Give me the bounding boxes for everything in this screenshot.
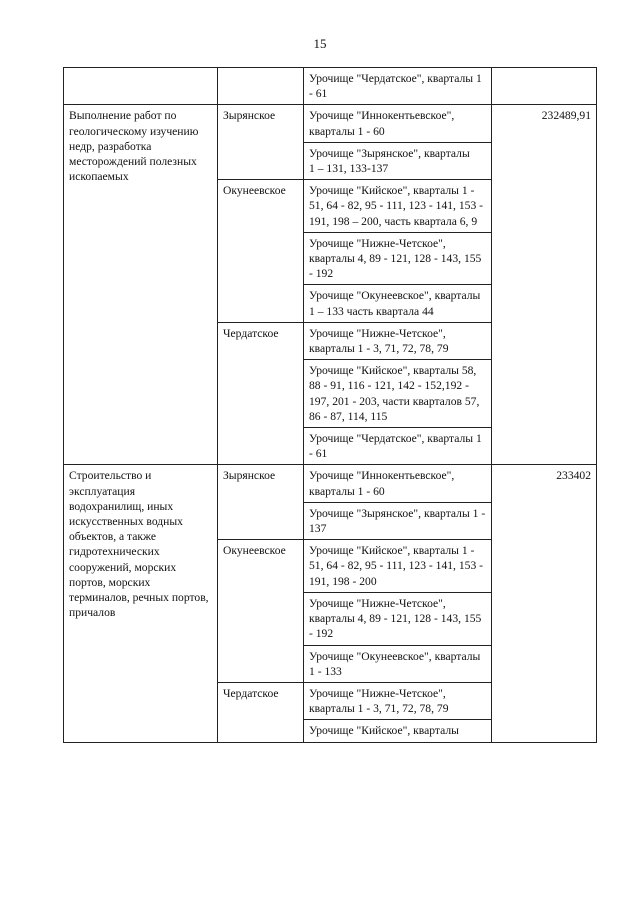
site-cell: Урочище "Окунеевское", кварталы 1 - 133 <box>304 645 492 682</box>
forestry-cell: Окунеевское <box>218 540 304 683</box>
forestry-cell: Окунеевское <box>218 180 304 323</box>
forestry-cell: Чердатское <box>218 322 304 465</box>
forest-use-table <box>63 67 597 743</box>
site-cell: Урочище "Кийское", кварталы 1 - 51, 64 - 82, 95 - 111, 123 - 141, 153 - 191, 198 - 200 <box>304 540 492 593</box>
site-cell: Урочище "Нижне-Четское", кварталы 1 - 3, 71, 72, 78, 79 <box>304 322 492 359</box>
table-body <box>64 68 597 743</box>
area-cell: 232489,91 <box>492 105 597 465</box>
activity-cell: Выполнение работ по геологическому изучению недр, разработка месторождений полезных ископаемых <box>64 105 218 465</box>
area-cell <box>492 68 597 105</box>
forestry-cell: Чердатское <box>218 682 304 742</box>
site-cell: Урочище "Зырянское", кварталы 1 – 131, 133-137 <box>304 142 492 179</box>
site-cell: Урочище "Нижне-Четское", кварталы 1 - 3, 71, 72, 78, 79 <box>304 682 492 719</box>
forestry-cell <box>218 68 304 105</box>
site-cell: Урочище "Чердатское", кварталы 1 - 61 <box>304 68 492 105</box>
table-row <box>64 465 597 502</box>
site-cell: Урочище "Нижне-Четское", кварталы 4, 89 - 121, 128 - 143, 155 - 192 <box>304 592 492 645</box>
site-cell: Урочище "Кийское", кварталы 58, 88 - 91, 116 - 121, 142 - 152,192 - 197, 201 - 203, части кварталов 57, 86 - 87, 114, 115 <box>304 360 492 428</box>
site-cell: Урочище "Окунеевское", кварталы 1 – 133 часть квартала 44 <box>304 285 492 322</box>
table-row <box>64 68 597 105</box>
activity-cell: Строительство и эксплуатация водохранилищ, иных искусственных водных объектов, а также гидротехнических сооружений, морских портов, морских терминалов, речных портов, причалов <box>64 465 218 742</box>
site-cell: Урочище "Иннокентьевское", кварталы 1 - 60 <box>304 105 492 142</box>
site-cell: Урочище "Кийское", кварталы <box>304 720 492 742</box>
site-cell: Урочище "Иннокентьевское", кварталы 1 - 60 <box>304 465 492 502</box>
forestry-cell: Зырянское <box>218 465 304 540</box>
activity-cell <box>64 68 218 105</box>
site-cell: Урочище "Чердатское", кварталы 1 - 61 <box>304 428 492 465</box>
area-cell: 233402 <box>492 465 597 742</box>
table-row <box>64 105 597 142</box>
site-cell: Урочище "Нижне-Четское", кварталы 4, 89 - 121, 128 - 143, 155 - 192 <box>304 232 492 285</box>
forestry-cell: Зырянское <box>218 105 304 180</box>
page-number: 15 <box>313 36 327 51</box>
site-cell: Урочище "Зырянское", кварталы 1 - 137 <box>304 502 492 539</box>
site-cell: Урочище "Кийское", кварталы 1 - 51, 64 - 82, 95 - 111, 123 - 141, 153 - 191, 198 – 200, часть квартала 6, 9 <box>304 180 492 233</box>
